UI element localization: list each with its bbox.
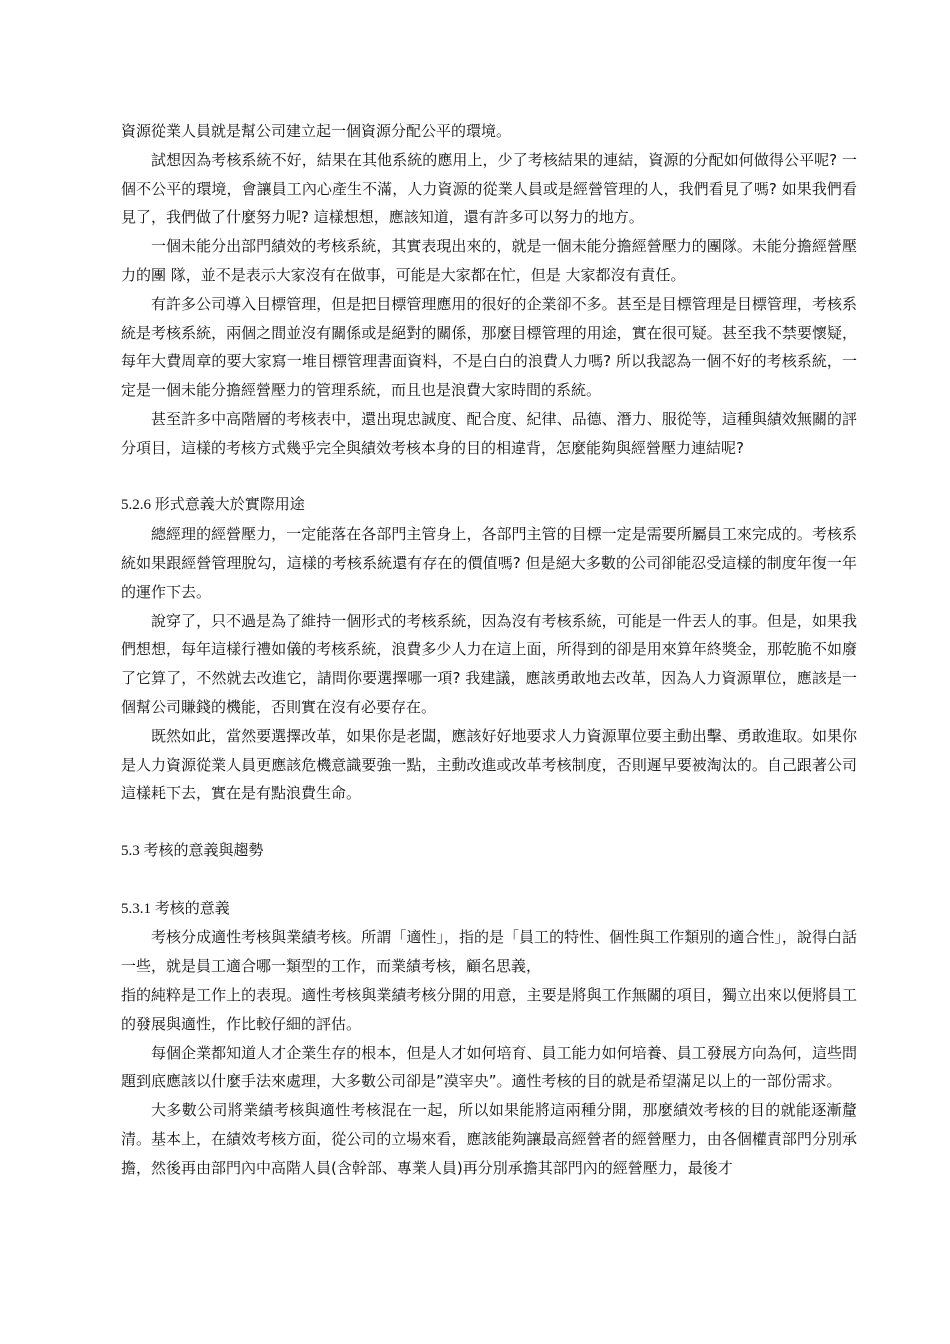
paragraph: 總經理的經營壓力，一定能落在各部門主管身上，各部門主管的目標一定是需要所屬員工來完成的。考核系統如果跟經營管理脫勾，這樣的考核系統還有存在的價值嗎? 但是絕大多數的公司卻能忍受這樣的制度年復一年的運作下去。: [121, 525, 857, 601]
document-page: [121, 117, 857, 1182]
blank-line: [121, 463, 857, 492]
section-heading: 5.3.1 考核的意義: [121, 900, 230, 917]
paragraph: 試想因為考核系統不好，結果在其他系統的應用上，少了考核結果的連結，資源的分配如何做得公平呢? 一個不公平的環境，會讓員工內心產生不滿，人力資源的從業人員或是經營管理的人，我們看見了嗎? 如果我們看見了，我們做了什麼努力呢? 這樣想想，應該知道，還有許多可以努力的地方。: [121, 150, 857, 227]
paragraph: 一個未能分出部門績效的考核系統，其實表現出來的，就是一個未能分擔經營壓力的團隊。未能分擔經營壓力的團 隊，並不是表示大家沒有在做事，可能是大家都在忙，但是 大家都沒有責任。: [121, 237, 857, 284]
paragraph: 考核分成適性考核與業績考核。所謂「適性」，指的是「員工的特性、個性與工作類別的適合性」，說得白話一些，就是員工適合哪一類型的工作，而業績考核，顧名思義，: [121, 928, 857, 976]
blank-line: [121, 808, 857, 837]
paragraph: 指的純粹是工作上的表現。適性考核與業績考核分開的用意，主要是將與工作無關的項目，獨立出來以便將員工的發展與適性，作比較仔細的評估。: [121, 985, 857, 1033]
paragraph: 資源從業人員就是幫公司建立起一個資源分配公平的環境。: [121, 122, 512, 140]
paragraph: 每個企業都知道人才企業生存的根本，但是人才如何培育、員工能力如何培養、員工發展方向為何，這些問題到底應該以什麼手法來處理，大多數公司卻是”漠宰央”。適性考核的目的就是希望滿足以上的一部份需求。: [121, 1043, 857, 1091]
paragraph: 有許多公司導入目標管理，但是把目標管理應用的很好的企業卻不多。甚至是目標管理是目標管理，考核系統是考核系統，兩個之間並沒有關係或是絕對的關係，那麼目標管理的用途，實在很可疑。甚至我不禁要懷疑，每年大費周章的要大家寫一堆目標管理書面資料，不是白白的浪費人力嗎? 所以我認為一個不好的考核系統，一定是一個未能分擔經營壓力的管理系統，而且也是浪費大家時間的系統。: [121, 294, 857, 400]
paragraph: 既然如此，當然要選擇改革，如果你是老闆，應該好好地要求人力資源單位要主動出擊、勇敢進取。如果你是人力資源從業人員更應該危機意識要強一點，主動改進或改革考核制度，否則遲早要被淘汰的。自己跟著公司這樣耗下去，實在是有點浪費生命。: [121, 726, 857, 803]
paragraph: 說穿了，只不過是為了維持一個形式的考核系統，因為沒有考核系統，可能是一件丟人的事。但是，如果我們想想，每年這樣行禮如儀的考核系統，浪費多少人力在這上面，所得到的卻是用來算年終獎金，那乾脆不如廢了它算了，不然就去改進它，請問你要選擇哪一項? 我建議，應該勇敢地去改革，因為人力資源單位，應該是一個幫公司賺錢的機能，否則實在沒有必要存在。: [121, 611, 857, 716]
paragraph: 大多數公司將業績考核與適性考核混在一起，所以如果能將這兩種分開，那麼績效考核的目的就能逐漸釐清。基本上，在績效考核方面，從公司的立場來看，應該能夠讓最高經營者的經營壓力，由各個權責部門分別承擔，然後再由部門內中高階人員(含幹部、專業人員)再分別承擔其部門內的經營壓力，最後才: [121, 1101, 857, 1177]
paragraph: 甚至許多中高階層的考核表中，還出現忠誠度、配合度、紀律、品德、潛力、服從等，這種與績效無關的評分項目，這樣的考核方式幾乎完全與績效考核本身的目的相違背，怎麼能夠與經營壓力連結呢?: [121, 409, 857, 457]
section-heading: 5.3 考核的意義與趨勢: [121, 842, 264, 859]
section-heading: 5.2.6 形式意義大於實際用途: [121, 497, 305, 514]
blank-line: [121, 866, 857, 895]
